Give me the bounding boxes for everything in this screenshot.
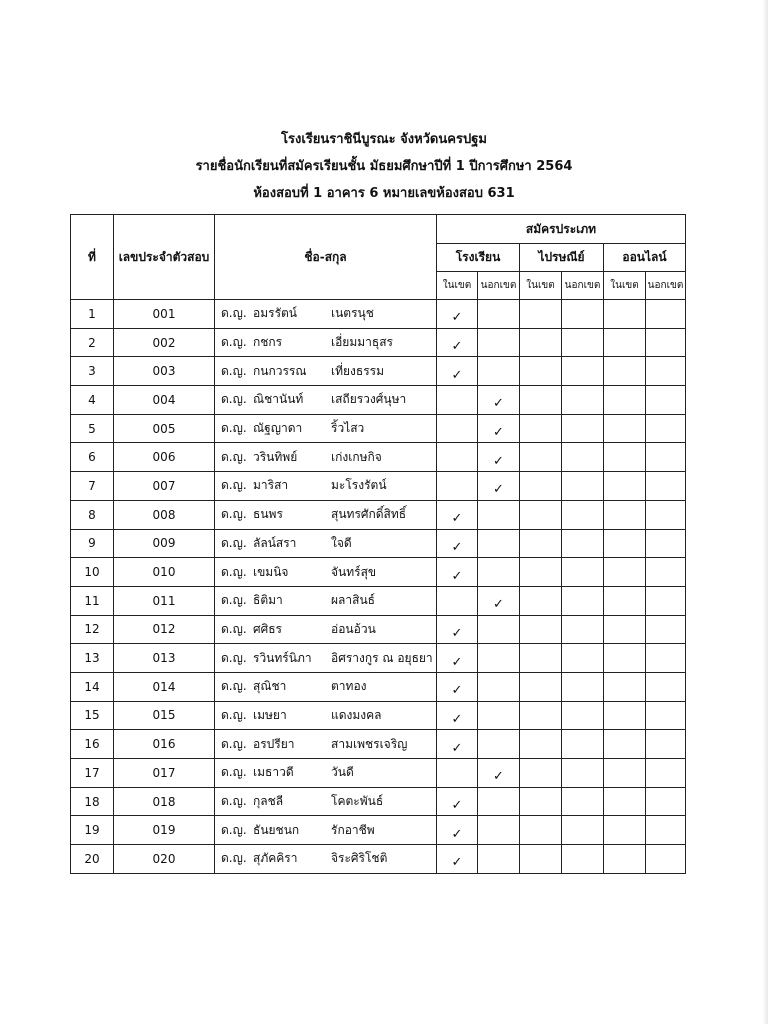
row-name (215, 558, 437, 587)
table-row (71, 644, 686, 673)
row-number: 19 (71, 816, 114, 845)
school-in-cell (437, 328, 478, 357)
school-in-cell (437, 300, 478, 329)
post-out-cell (562, 300, 604, 329)
row-name (215, 816, 437, 845)
online-out-cell (646, 730, 686, 759)
checkmark-icon: ✓ (451, 568, 463, 584)
post-out-cell (562, 386, 604, 415)
last-name: เที่ยงธรรม (331, 363, 385, 378)
checkmark-icon: ✓ (451, 654, 463, 670)
online-out-cell (646, 586, 686, 615)
post-out-cell (562, 644, 604, 673)
row-exam-id: 018 (114, 787, 215, 816)
post-in-cell (520, 529, 562, 558)
online-out-cell (646, 644, 686, 673)
school-out-cell (478, 357, 520, 386)
row-exam-id: 007 (114, 472, 215, 501)
name-title: ด.ญ. (221, 449, 247, 464)
school-out-cell (478, 586, 520, 615)
row-name (215, 644, 437, 673)
name-title: ด.ญ. (221, 535, 247, 550)
school-out-cell (478, 443, 520, 472)
row-exam-id: 019 (114, 816, 215, 845)
table-row (71, 500, 686, 529)
school-out-cell (478, 328, 520, 357)
last-name: เสถียรวงศ์นุษา (331, 392, 407, 407)
school-in-cell (437, 615, 478, 644)
table-row (71, 443, 686, 472)
post-in-cell (520, 500, 562, 529)
last-name: ตาทอง (331, 679, 367, 694)
school-title: โรงเรียนราชินีบูรณะ จังหวัดนครปฐม (281, 132, 487, 147)
checkmark-icon: ✓ (451, 798, 463, 814)
post-in-cell (520, 586, 562, 615)
row-name (215, 443, 437, 472)
row-exam-id: 011 (114, 586, 215, 615)
row-exam-id: 013 (114, 644, 215, 673)
row-number: 11 (71, 586, 114, 615)
post-out-cell (562, 328, 604, 357)
post-out-cell (562, 558, 604, 587)
school-in-cell (437, 701, 478, 730)
school-in-cell (437, 845, 478, 874)
post-in-cell (520, 787, 562, 816)
row-name (215, 586, 437, 615)
checkmark-icon: ✓ (451, 625, 463, 641)
last-name: ใจดี (331, 535, 352, 550)
document-subtitle: รายชื่อนักเรียนที่สมัครเรียนชั้น มัธยมศึกษาปีที่ 1 ปีการศึกษา 2564 (195, 159, 573, 174)
exam-room-line: ห้องสอบที่ 1 อาคาร 6 หมายเลขห้องสอบ 631 (253, 186, 515, 201)
post-in-cell (520, 328, 562, 357)
table-row (71, 759, 686, 788)
school-out-cell (478, 816, 520, 845)
last-name: จันทร์สุข (331, 564, 377, 579)
row-exam-id: 015 (114, 701, 215, 730)
checkmark-icon: ✓ (493, 396, 504, 412)
document-header (0, 126, 768, 207)
last-name: เอี่ยมมาธุสร (331, 335, 393, 350)
name-title: ด.ญ. (221, 707, 247, 722)
table-row (71, 615, 686, 644)
online-out-cell (646, 816, 686, 845)
school-out-cell (478, 759, 520, 788)
last-name: แดงมงคล (331, 707, 382, 722)
school-in-cell (437, 816, 478, 845)
post-out-cell (562, 672, 604, 701)
checkmark-icon: ✓ (493, 597, 504, 613)
post-in-cell (520, 730, 562, 759)
first-name: ณิชานันท์ (253, 392, 304, 407)
online-in-cell (604, 730, 646, 759)
post-out-cell (562, 701, 604, 730)
row-exam-id: 014 (114, 672, 215, 701)
header-group-post: ไปรษณีย์ (520, 244, 604, 272)
post-out-cell (562, 615, 604, 644)
online-in-cell (604, 357, 646, 386)
row-name (215, 759, 437, 788)
row-exam-id: 012 (114, 615, 215, 644)
post-in-cell (520, 357, 562, 386)
school-out-cell (478, 558, 520, 587)
first-name: เขมนิจ (253, 564, 289, 579)
table-row (71, 816, 686, 845)
last-name: โคตะพันธ์ (331, 794, 384, 809)
post-in-cell (520, 472, 562, 501)
online-in-cell (604, 845, 646, 874)
school-out-cell (478, 615, 520, 644)
first-name: สุภัคคิรา (253, 851, 298, 866)
school-in-cell (437, 730, 478, 759)
school-in-cell (437, 472, 478, 501)
row-name (215, 357, 437, 386)
name-title: ด.ญ. (221, 363, 247, 378)
checkmark-icon: ✓ (451, 511, 463, 527)
post-in-cell (520, 644, 562, 673)
last-name: ผลาสินธ์ (331, 593, 375, 608)
name-title: ด.ญ. (221, 392, 247, 407)
first-name: ธนพร (253, 507, 283, 522)
school-in-cell (437, 414, 478, 443)
online-in-cell (604, 386, 646, 415)
online-in-cell (604, 558, 646, 587)
row-name (215, 328, 437, 357)
row-exam-id: 005 (114, 414, 215, 443)
first-name: กนกวรรณ (253, 363, 307, 378)
row-name (215, 730, 437, 759)
online-out-cell (646, 759, 686, 788)
school-in-cell (437, 759, 478, 788)
post-in-cell (520, 845, 562, 874)
first-name: ศศิธร (253, 621, 283, 636)
post-in-cell (520, 300, 562, 329)
school-out-cell (478, 845, 520, 874)
last-name: อ่อนอ้วน (331, 621, 376, 636)
row-number: 4 (71, 386, 114, 415)
header-online-in: ในเขต (604, 272, 646, 300)
row-name (215, 787, 437, 816)
online-out-cell (646, 472, 686, 501)
last-name: อิศรางกูร ณ อยุธยา (331, 650, 433, 665)
table-row (71, 845, 686, 874)
online-in-cell (604, 759, 646, 788)
online-in-cell (604, 701, 646, 730)
row-number: 14 (71, 672, 114, 701)
checkmark-icon: ✓ (451, 711, 463, 727)
online-out-cell (646, 672, 686, 701)
post-out-cell (562, 443, 604, 472)
online-in-cell (604, 615, 646, 644)
first-name: รวินทร์นิภา (253, 650, 312, 665)
last-name: สามเพชรเจริญ (331, 736, 408, 751)
checkmark-icon: ✓ (451, 310, 463, 326)
school-in-cell (437, 529, 478, 558)
row-number: 15 (71, 701, 114, 730)
row-number: 8 (71, 500, 114, 529)
row-number: 5 (71, 414, 114, 443)
online-in-cell (604, 787, 646, 816)
row-exam-id: 009 (114, 529, 215, 558)
row-number: 9 (71, 529, 114, 558)
name-title: ด.ญ. (221, 564, 247, 579)
name-title: ด.ญ. (221, 736, 247, 751)
last-name: รักอาชีพ (331, 822, 375, 837)
header-school-in: ในเขต (437, 272, 478, 300)
name-title: ด.ญ. (221, 794, 247, 809)
name-title: ด.ญ. (221, 478, 247, 493)
row-number: 12 (71, 615, 114, 644)
online-in-cell (604, 328, 646, 357)
table-row (71, 787, 686, 816)
checkmark-icon: ✓ (451, 367, 463, 383)
post-out-cell (562, 816, 604, 845)
first-name: เมธาวดี (253, 765, 294, 780)
post-in-cell (520, 615, 562, 644)
row-exam-id: 017 (114, 759, 215, 788)
row-name (215, 529, 437, 558)
first-name: ลัลน์สรา (253, 535, 297, 550)
online-out-cell (646, 443, 686, 472)
first-name: กชกร (253, 335, 283, 350)
table-row (71, 701, 686, 730)
row-number: 2 (71, 328, 114, 357)
online-in-cell (604, 529, 646, 558)
first-name: วรินทิพย์ (253, 449, 298, 464)
row-name (215, 414, 437, 443)
name-title: ด.ญ. (221, 306, 247, 321)
school-in-cell (437, 787, 478, 816)
checkmark-icon: ✓ (451, 339, 463, 355)
header-exam-id: เลขประจำตัวสอบ (114, 215, 215, 300)
checkmark-icon: ✓ (493, 769, 504, 785)
header-post-out: นอกเขต (562, 272, 604, 300)
first-name: ณัฐญาดา (253, 421, 303, 436)
school-out-cell (478, 730, 520, 759)
row-exam-id: 010 (114, 558, 215, 587)
school-out-cell (478, 414, 520, 443)
checkmark-icon: ✓ (493, 453, 504, 469)
post-out-cell (562, 357, 604, 386)
school-out-cell (478, 701, 520, 730)
school-out-cell (478, 644, 520, 673)
school-out-cell (478, 672, 520, 701)
row-number: 18 (71, 787, 114, 816)
table-row (71, 730, 686, 759)
post-out-cell (562, 759, 604, 788)
header-group-school: โรงเรียน (437, 244, 520, 272)
school-in-cell (437, 357, 478, 386)
row-name (215, 472, 437, 501)
post-in-cell (520, 701, 562, 730)
header-no: ที่ (71, 215, 114, 300)
row-number: 7 (71, 472, 114, 501)
online-out-cell (646, 558, 686, 587)
table-row (71, 328, 686, 357)
row-number: 16 (71, 730, 114, 759)
online-out-cell (646, 328, 686, 357)
page-edge-shadow (762, 0, 768, 1024)
last-name: สุนทรศักดิ์สิทธิ์ (331, 507, 407, 522)
school-out-cell (478, 787, 520, 816)
table-row (71, 300, 686, 329)
post-out-cell (562, 500, 604, 529)
school-out-cell (478, 529, 520, 558)
table-row (71, 386, 686, 415)
name-title: ด.ญ. (221, 507, 247, 522)
table-row (71, 472, 686, 501)
post-in-cell (520, 672, 562, 701)
last-name: วันดี (331, 765, 354, 780)
online-in-cell (604, 472, 646, 501)
row-name (215, 845, 437, 874)
table-row (71, 586, 686, 615)
name-title: ด.ญ. (221, 765, 247, 780)
online-out-cell (646, 414, 686, 443)
first-name: เมษยา (253, 707, 287, 722)
last-name: ริ้วไสว (331, 421, 365, 436)
post-out-cell (562, 472, 604, 501)
row-exam-id: 004 (114, 386, 215, 415)
row-number: 13 (71, 644, 114, 673)
row-number: 3 (71, 357, 114, 386)
school-in-cell (437, 672, 478, 701)
school-out-cell (478, 300, 520, 329)
school-in-cell (437, 386, 478, 415)
row-exam-id: 008 (114, 500, 215, 529)
first-name: ธันยชนก (253, 822, 300, 837)
row-name (215, 701, 437, 730)
online-in-cell (604, 300, 646, 329)
post-out-cell (562, 845, 604, 874)
header-group-online: ออนไลน์ (604, 244, 686, 272)
table-row (71, 357, 686, 386)
registration-table (70, 214, 686, 874)
online-out-cell (646, 386, 686, 415)
row-exam-id: 003 (114, 357, 215, 386)
row-number: 6 (71, 443, 114, 472)
online-in-cell (604, 586, 646, 615)
post-in-cell (520, 816, 562, 845)
first-name: กุลชลี (253, 794, 284, 809)
post-out-cell (562, 414, 604, 443)
first-name: สุณิชา (253, 679, 287, 694)
school-out-cell (478, 386, 520, 415)
row-name (215, 615, 437, 644)
name-title: ด.ญ. (221, 593, 247, 608)
table-row (71, 414, 686, 443)
header-online-out: นอกเขต (646, 272, 686, 300)
name-title: ด.ญ. (221, 421, 247, 436)
post-in-cell (520, 414, 562, 443)
last-name: เก่งเกษกิจ (331, 449, 382, 464)
row-number: 17 (71, 759, 114, 788)
online-out-cell (646, 701, 686, 730)
checkmark-icon: ✓ (451, 740, 463, 756)
table-row (71, 529, 686, 558)
post-in-cell (520, 443, 562, 472)
row-exam-id: 001 (114, 300, 215, 329)
checkmark-icon: ✓ (493, 482, 504, 498)
row-name (215, 300, 437, 329)
online-out-cell (646, 615, 686, 644)
header-post-in: ในเขต (520, 272, 562, 300)
checkmark-icon: ✓ (451, 683, 463, 699)
school-out-cell (478, 500, 520, 529)
first-name: อมรรัตน์ (253, 306, 298, 321)
table-row (71, 672, 686, 701)
name-title: ด.ญ. (221, 679, 247, 694)
first-name: มาริสา (253, 478, 289, 493)
last-name: จิระศิริโชติ (331, 851, 388, 866)
first-name: ธิติมา (253, 593, 283, 608)
row-exam-id: 006 (114, 443, 215, 472)
row-number: 20 (71, 845, 114, 874)
name-title: ด.ญ. (221, 335, 247, 350)
online-in-cell (604, 644, 646, 673)
name-title: ด.ญ. (221, 621, 247, 636)
post-in-cell (520, 558, 562, 587)
online-out-cell (646, 529, 686, 558)
online-in-cell (604, 500, 646, 529)
school-in-cell (437, 500, 478, 529)
last-name: เนตรนุช (331, 306, 374, 321)
row-name (215, 386, 437, 415)
online-out-cell (646, 500, 686, 529)
checkmark-icon: ✓ (451, 855, 463, 871)
name-title: ด.ญ. (221, 822, 247, 837)
online-in-cell (604, 443, 646, 472)
last-name: มะโรงรัตน์ (331, 478, 387, 493)
post-out-cell (562, 787, 604, 816)
row-exam-id: 002 (114, 328, 215, 357)
online-in-cell (604, 672, 646, 701)
school-in-cell (437, 644, 478, 673)
post-out-cell (562, 529, 604, 558)
school-in-cell (437, 558, 478, 587)
header-name: ชื่อ-สกุล (215, 215, 437, 300)
checkmark-icon: ✓ (493, 425, 504, 441)
post-out-cell (562, 730, 604, 759)
online-out-cell (646, 300, 686, 329)
online-out-cell (646, 845, 686, 874)
post-in-cell (520, 386, 562, 415)
online-out-cell (646, 357, 686, 386)
first-name: อรปรียา (253, 736, 295, 751)
table-row (71, 558, 686, 587)
checkmark-icon: ✓ (451, 539, 463, 555)
post-out-cell (562, 586, 604, 615)
post-in-cell (520, 759, 562, 788)
row-exam-id: 016 (114, 730, 215, 759)
online-out-cell (646, 787, 686, 816)
row-number: 1 (71, 300, 114, 329)
name-title: ด.ญ. (221, 650, 247, 665)
row-exam-id: 020 (114, 845, 215, 874)
checkmark-icon: ✓ (451, 826, 463, 842)
school-in-cell (437, 443, 478, 472)
header-category: สมัครประเภท (437, 215, 686, 244)
online-in-cell (604, 414, 646, 443)
header-school-out: นอกเขต (478, 272, 520, 300)
school-in-cell (437, 586, 478, 615)
name-title: ด.ญ. (221, 851, 247, 866)
online-in-cell (604, 816, 646, 845)
row-name (215, 500, 437, 529)
row-number: 10 (71, 558, 114, 587)
row-name (215, 672, 437, 701)
school-out-cell (478, 472, 520, 501)
